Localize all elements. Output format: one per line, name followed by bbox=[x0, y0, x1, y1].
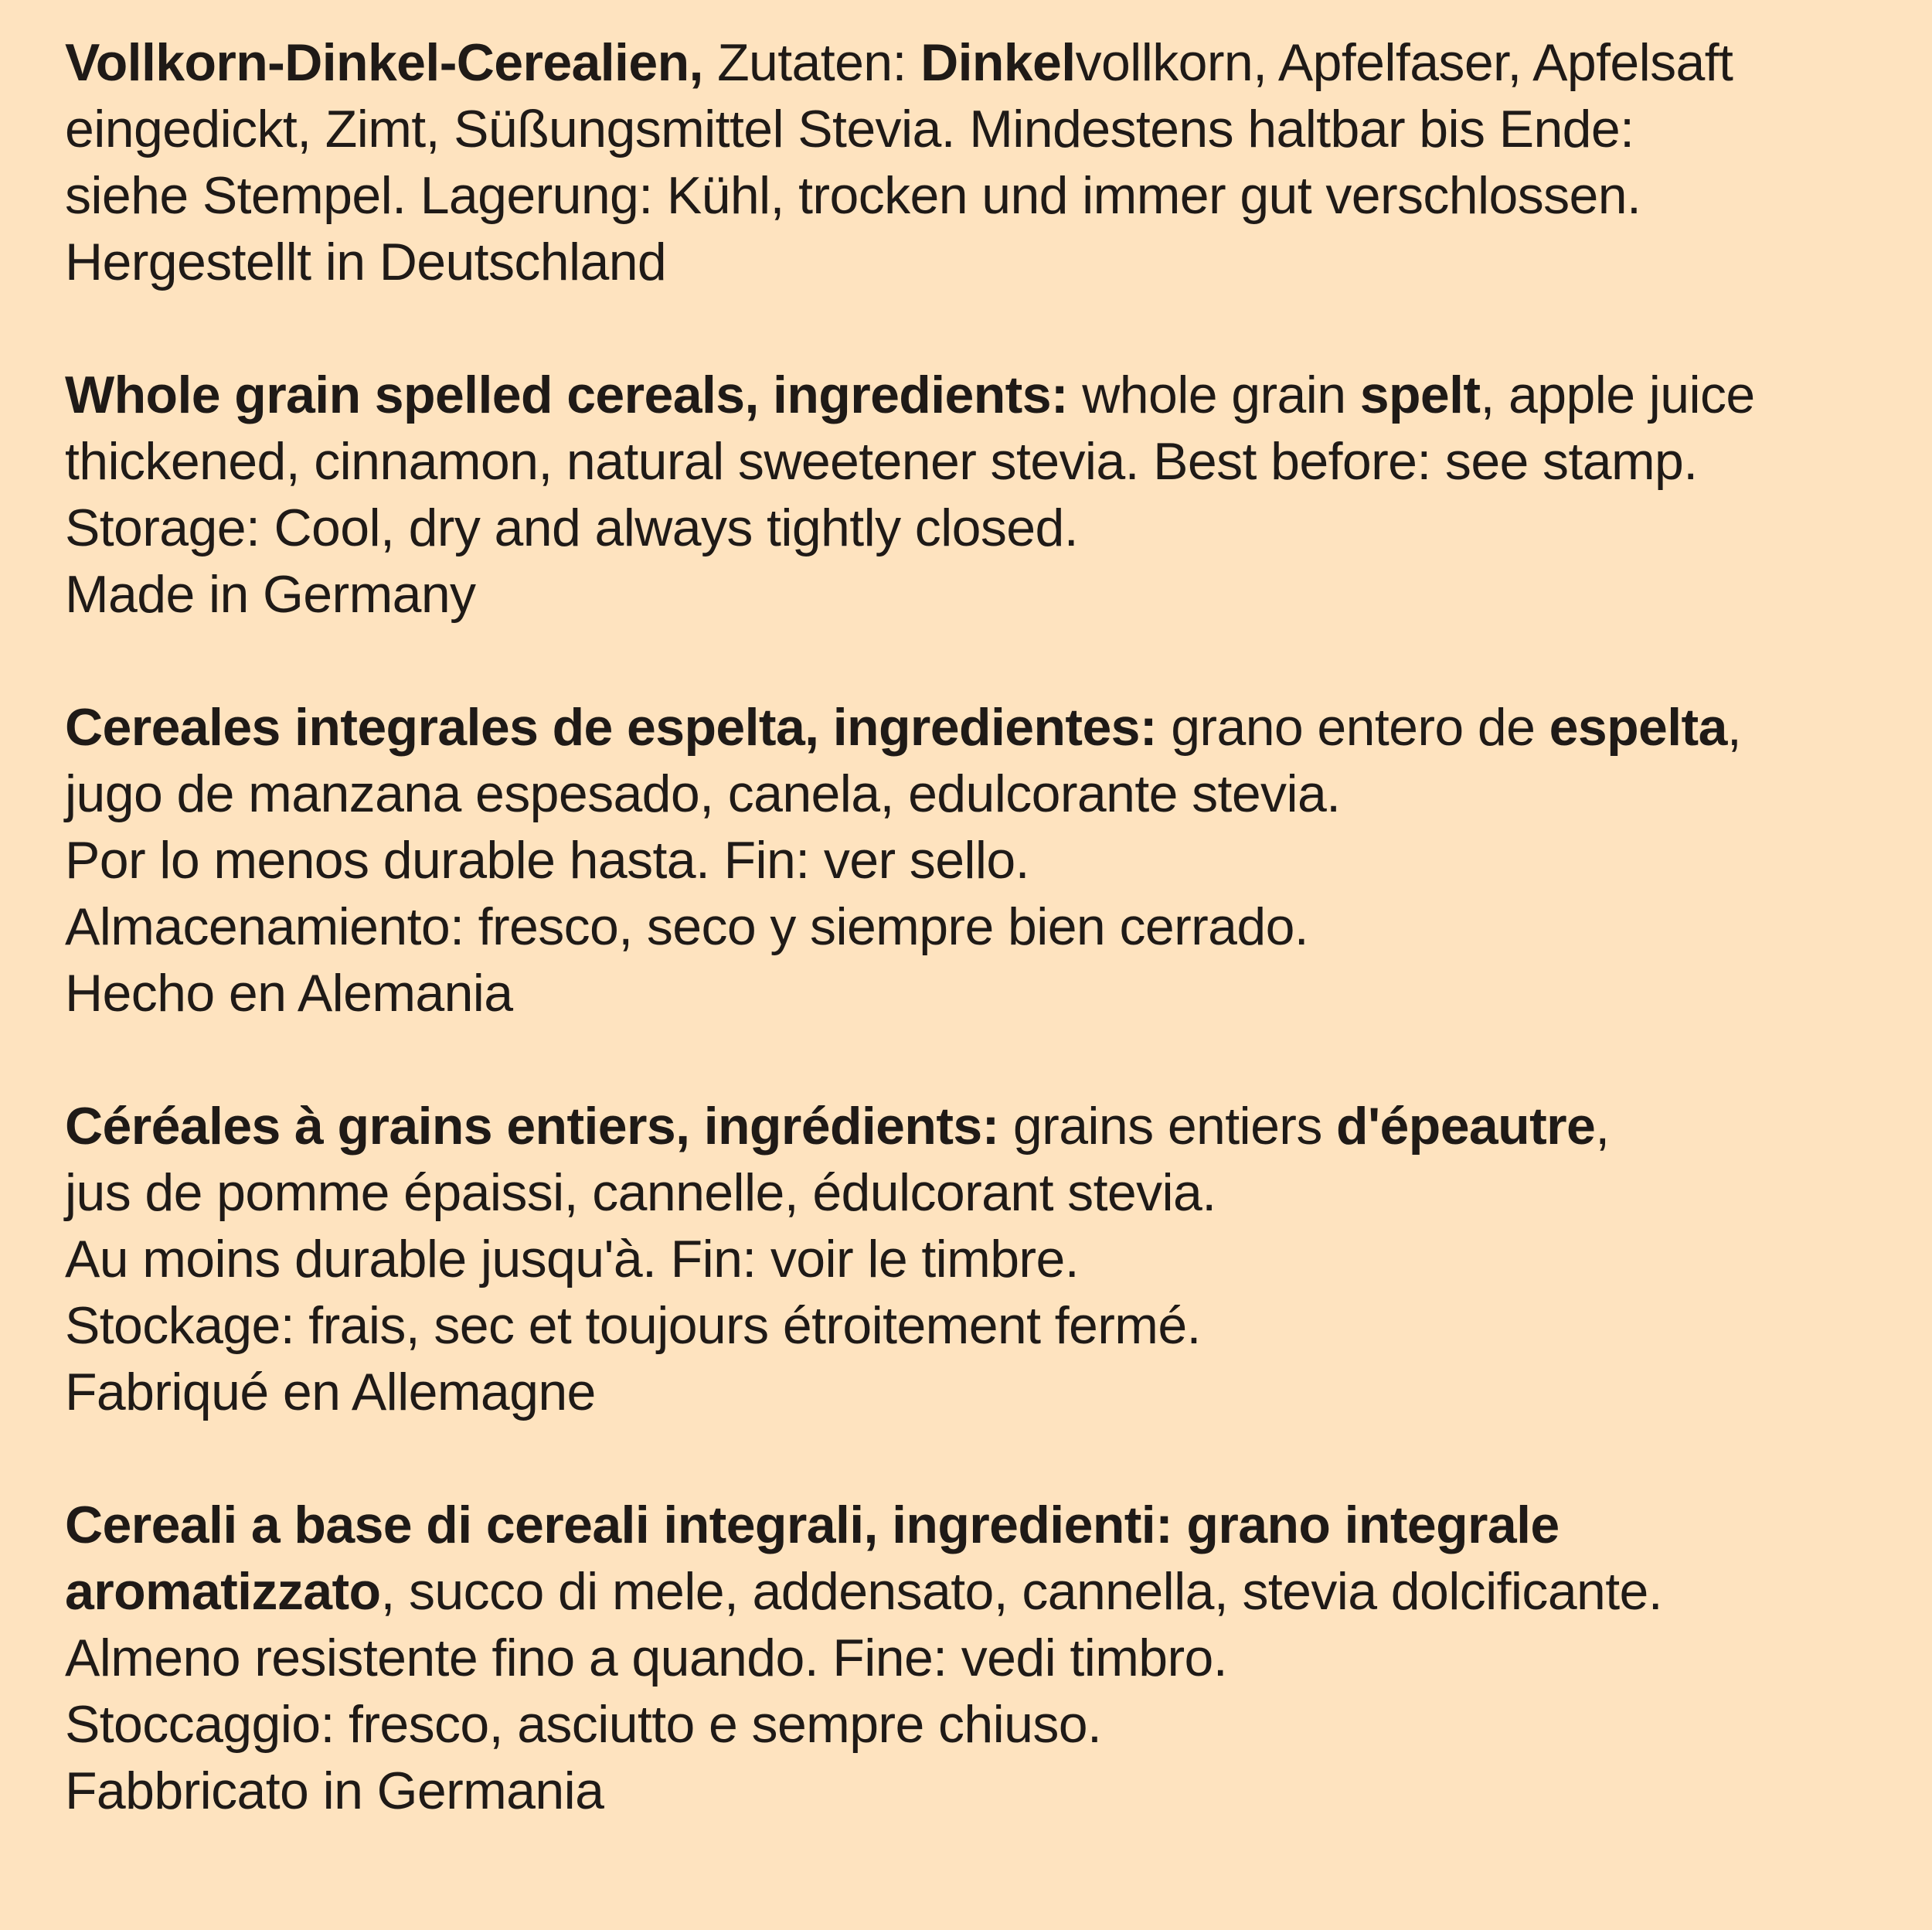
label-block-de bbox=[65, 29, 1920, 295]
origin-text: Hecho en Alemania bbox=[65, 964, 513, 1023]
label-text-run: thickened, cinnamon, natural sweetener stevia. Best before: see stamp. bbox=[65, 432, 1698, 491]
label-line bbox=[65, 1758, 1920, 1824]
label-line bbox=[65, 761, 1920, 827]
label-line bbox=[65, 1292, 1920, 1359]
label-line bbox=[65, 1093, 1920, 1159]
label-line bbox=[65, 1226, 1920, 1292]
label-text-run: Zutaten: bbox=[702, 33, 921, 92]
label-line bbox=[65, 1558, 1920, 1625]
label-line bbox=[65, 162, 1920, 229]
label-line bbox=[65, 894, 1920, 960]
label-text-run: Stockage: frais, sec et toujours étroitement fermé. bbox=[65, 1296, 1201, 1355]
label-line bbox=[65, 362, 1920, 428]
label-text-run: , bbox=[1726, 698, 1742, 757]
label-line bbox=[65, 428, 1920, 495]
label-text-run: siehe Stempel. Lagerung: Kühl, trocken und immer gut verschlossen. bbox=[65, 166, 1641, 225]
label-line bbox=[65, 694, 1920, 761]
label-line bbox=[65, 1359, 1920, 1425]
label-text-run: grains entiers bbox=[998, 1097, 1337, 1156]
label-text-run: Por lo menos durable hasta. Fin: ver sello. bbox=[65, 831, 1029, 890]
label-line bbox=[65, 96, 1920, 162]
allergen-highlight: espelta bbox=[1549, 698, 1727, 757]
allergen-highlight: aromatizzato bbox=[65, 1562, 381, 1621]
label-text-run: Stoccaggio: fresco, asciutto e sempre chiuso. bbox=[65, 1695, 1102, 1754]
product-name-en: Whole grain spelled cereals, ingredients: bbox=[65, 366, 1068, 424]
label-block-it bbox=[65, 1492, 1920, 1824]
allergen-highlight: d'épeautre bbox=[1336, 1097, 1596, 1156]
label-text-run: eingedickt, Zimt, Süßungsmittel Stevia. Mindestens haltbar bis Ende: bbox=[65, 100, 1634, 158]
label-text-run: Au moins durable jusqu'à. Fin: voir le timbre. bbox=[65, 1230, 1079, 1288]
label-text-run: , apple juice bbox=[1480, 366, 1755, 424]
label-text-run: jugo de manzana espesado, canela, edulcorante stevia. bbox=[65, 764, 1341, 823]
label-line bbox=[65, 29, 1920, 96]
label-text-run: vollkorn, Apfelfaser, Apfelsaft bbox=[1075, 33, 1733, 92]
label-text-run: grano entero de bbox=[1156, 698, 1549, 757]
product-name-it: Cereali a base di cereali integrali, ingredienti: grano integrale bbox=[65, 1496, 1560, 1554]
product-name-es: Cereales integrales de espelta, ingredientes: bbox=[65, 698, 1157, 757]
allergen-highlight: Dinkel bbox=[920, 33, 1076, 92]
label-text-run: , succo di mele, addensato, cannella, stevia dolcificante. bbox=[380, 1562, 1663, 1621]
allergen-highlight: spelt bbox=[1359, 366, 1481, 424]
label-block-en bbox=[65, 362, 1920, 628]
label-text-run: Almeno resistente fino a quando. Fine: vedi timbro. bbox=[65, 1629, 1228, 1687]
label-text-run: whole grain bbox=[1067, 366, 1360, 424]
product-name-de: Vollkorn-Dinkel-Cerealien, bbox=[65, 33, 703, 92]
label-line bbox=[65, 1492, 1920, 1558]
origin-text: Fabbricato in Germania bbox=[65, 1762, 604, 1820]
origin-text: Hergestellt in Deutschland bbox=[65, 233, 667, 291]
product-name-fr: Céréales à grains entiers, ingrédients: bbox=[65, 1097, 999, 1156]
label-line bbox=[65, 1625, 1920, 1691]
label-text-run: Almacenamiento: fresco, seco y siempre bien cerrado. bbox=[65, 897, 1309, 956]
label-line bbox=[65, 1159, 1920, 1226]
label-line bbox=[65, 1691, 1920, 1758]
label-text-run: , bbox=[1595, 1097, 1610, 1156]
origin-text: Made in Germany bbox=[65, 565, 476, 624]
label-text-run: jus de pomme épaissi, cannelle, édulcorant stevia. bbox=[65, 1163, 1216, 1222]
label-block-es bbox=[65, 694, 1920, 1026]
label-line bbox=[65, 827, 1920, 894]
label-line bbox=[65, 229, 1920, 295]
label-text-run: Storage: Cool, dry and always tightly closed. bbox=[65, 499, 1079, 557]
label-line bbox=[65, 561, 1920, 628]
origin-text: Fabriqué en Allemagne bbox=[65, 1363, 596, 1421]
label-line bbox=[65, 960, 1920, 1026]
label-block-fr bbox=[65, 1093, 1920, 1425]
product-label-text bbox=[65, 29, 1920, 1891]
label-line bbox=[65, 495, 1920, 561]
